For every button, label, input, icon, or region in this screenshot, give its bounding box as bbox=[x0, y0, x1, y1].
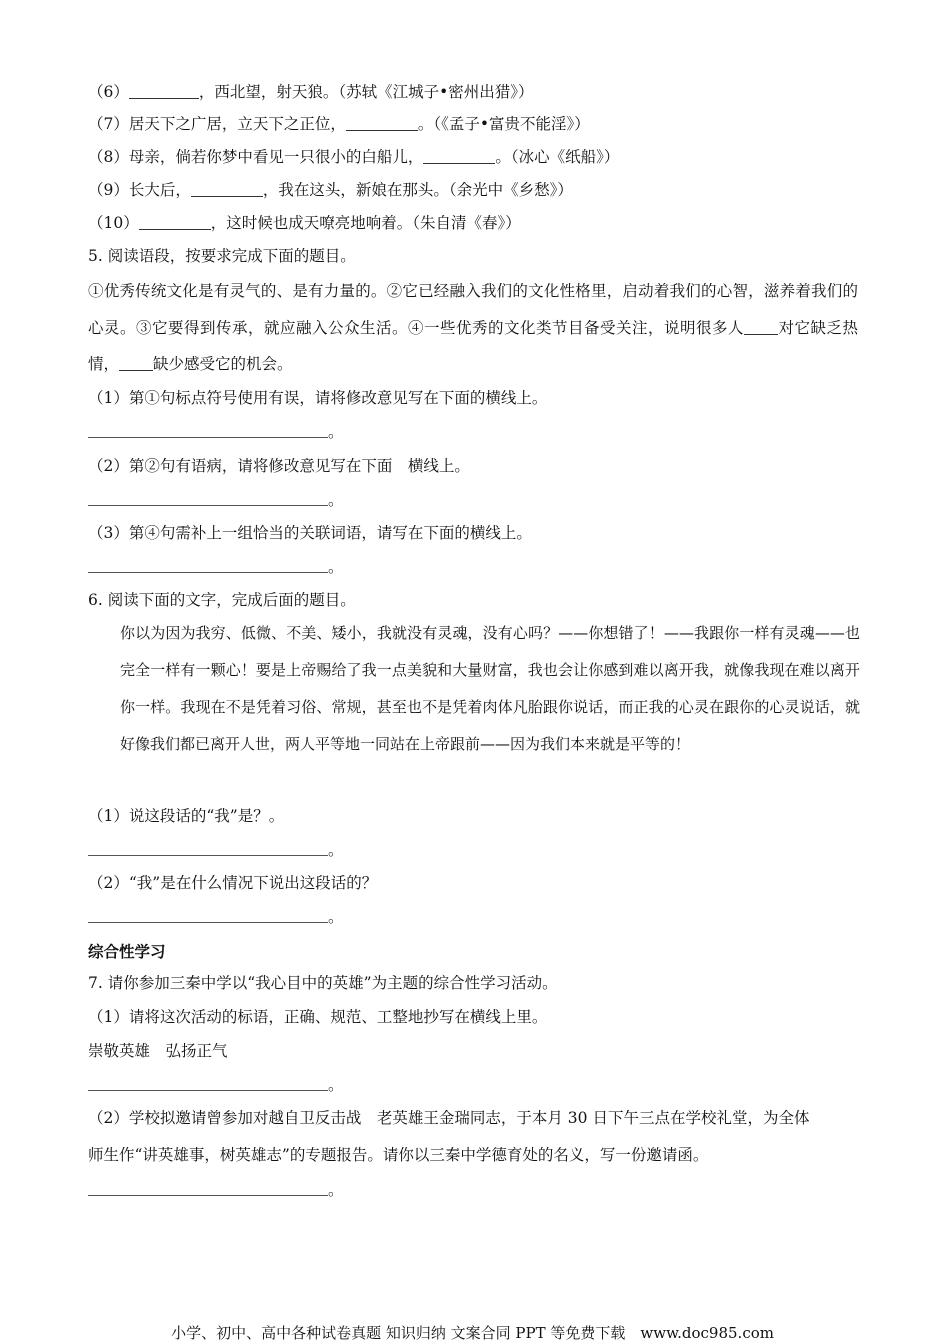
q7-sub1: （1）请将这次活动的标语，正确、规范、工整地抄写在横线上里。 bbox=[88, 1008, 548, 1026]
answer-end-mark: 。 bbox=[328, 1181, 344, 1199]
answer-end-mark: 。 bbox=[328, 1076, 344, 1094]
q6-title: 6. 阅读下面的文字，完成后面的题目。 bbox=[88, 591, 356, 609]
item-text: （8）母亲，倘若你梦中看见一只很小的白船儿， bbox=[88, 148, 424, 166]
item-text: ，我在这头，新娘在那头。（余光中《乡愁》） bbox=[262, 181, 573, 199]
q5-sub2: （2）第②句有语病，请将修改意见写在下面 横线上。 bbox=[88, 457, 470, 475]
passage-text: 你以为因为我穷、低微、不美、矮小，我就没有灵魂，没有心吗？——你想错了！——我跟你一样有灵魂——也完全一样有一颗心！要是上帝赐给了我一点美貌和大量财富，我也会让你感到难以离开我，就像我现在难以离开你一样。我现在不是凭着习俗、常规，甚至也不是凭着肉体凡胎跟你说话，而正我的心灵在跟你的心灵说话，就好像我们都已离开人世，两人平等地一同站在上帝跟前——因为我们本来就是平等的！ bbox=[120, 624, 860, 753]
answer-rule bbox=[88, 491, 328, 506]
q4-item-8 bbox=[88, 147, 619, 167]
q5-title: 5. 阅读语段，按要求完成下面的题目。 bbox=[88, 247, 356, 265]
answer-line[interactable] bbox=[88, 1075, 344, 1095]
item-text: ，这时候也成天嘹亮地响着。（朱自清《春》） bbox=[210, 214, 521, 232]
answer-rule bbox=[88, 1181, 328, 1196]
item-text: （9）长大后， bbox=[88, 181, 191, 199]
answer-rule bbox=[88, 558, 328, 573]
q6-passage bbox=[88, 615, 860, 763]
paragraph-text: ①优秀传统文化是有灵气的、是有力量的。②它已经融入我们的文化性格里，启动着我们的心智，滋养着我们的心灵。③它要得到传承，就应融入公众生活。④一些优秀的文化类节目备受关注，说明很多人 bbox=[88, 282, 858, 337]
fill-blank[interactable] bbox=[191, 180, 263, 197]
answer-end-mark: 。 bbox=[328, 491, 344, 509]
q7-sub2-line1: （2）学校拟邀请曾参加对越自卫反击战 老英雄王金瑞同志，于本月 30 日下午三点在学校礼堂，为全体 bbox=[88, 1109, 810, 1127]
answer-line[interactable] bbox=[88, 490, 344, 510]
answer-line[interactable] bbox=[88, 422, 344, 442]
q4-item-10 bbox=[88, 213, 521, 233]
answer-end-mark: 。 bbox=[328, 841, 344, 859]
answer-end-mark: 。 bbox=[328, 423, 344, 441]
item-text: ，西北望，射天狼。（苏轼《江城子•密州出猎》） bbox=[198, 83, 534, 101]
item-text: 。（冰心《纸船》） bbox=[495, 148, 620, 166]
q5-paragraph bbox=[88, 273, 858, 383]
item-text: （6） bbox=[88, 83, 129, 101]
paragraph-text: 缺少感受它的机会。 bbox=[153, 355, 293, 373]
paragraph-text: 对它缺乏热情， bbox=[88, 318, 858, 373]
answer-line[interactable] bbox=[88, 1180, 344, 1200]
fill-blank[interactable] bbox=[119, 354, 153, 371]
section-heading: 综合性学习 bbox=[88, 943, 166, 961]
answer-rule bbox=[88, 841, 328, 856]
answer-end-mark: 。 bbox=[328, 908, 344, 926]
q4-item-7 bbox=[88, 114, 590, 134]
q6-sub2: （2）“我”是在什么情况下说出这段话的？ bbox=[88, 874, 378, 892]
fill-blank[interactable] bbox=[346, 114, 418, 131]
answer-rule bbox=[88, 908, 328, 923]
page-footer: 小学、初中、高中各种试卷真题 知识归纳 文案合同 PPT 等免费下载 www.doc985.com bbox=[171, 1324, 774, 1342]
q4-item-6 bbox=[88, 82, 534, 102]
q7-title: 7. 请你参加三秦中学以“我心目中的英雄”为主题的综合性学习活动。 bbox=[88, 974, 558, 992]
q4-item-9 bbox=[88, 180, 573, 200]
fill-blank[interactable] bbox=[423, 147, 495, 164]
item-text: 。（《孟子•富贵不能淫》） bbox=[417, 115, 590, 133]
item-text: （7）居天下之广居，立天下之正位， bbox=[88, 115, 346, 133]
q5-sub1: （1）第①句标点符号使用有误，请将修改意见写在下面的横线上。 bbox=[88, 389, 548, 407]
q7-sub2-line2: 师生作“讲英雄事，树英雄志”的专题报告。请你以三秦中学德育处的名义，写一份邀请函。 bbox=[88, 1146, 709, 1164]
fill-blank[interactable] bbox=[139, 213, 211, 230]
q7-slogan: 崇敬英雄 弘扬正气 bbox=[88, 1042, 228, 1060]
answer-rule bbox=[88, 1076, 328, 1091]
answer-line[interactable] bbox=[88, 557, 344, 577]
answer-end-mark: 。 bbox=[328, 558, 344, 576]
q5-sub3: （3）第④句需补上一组恰当的关联词语，请写在下面的横线上。 bbox=[88, 524, 532, 542]
fill-blank[interactable] bbox=[129, 82, 199, 99]
item-text: （10） bbox=[88, 214, 139, 232]
answer-line[interactable] bbox=[88, 907, 344, 927]
answer-rule bbox=[88, 423, 328, 438]
answer-line[interactable] bbox=[88, 840, 344, 860]
fill-blank[interactable] bbox=[744, 318, 778, 335]
q6-sub1: （1）说这段话的“我”是？。 bbox=[88, 807, 285, 825]
